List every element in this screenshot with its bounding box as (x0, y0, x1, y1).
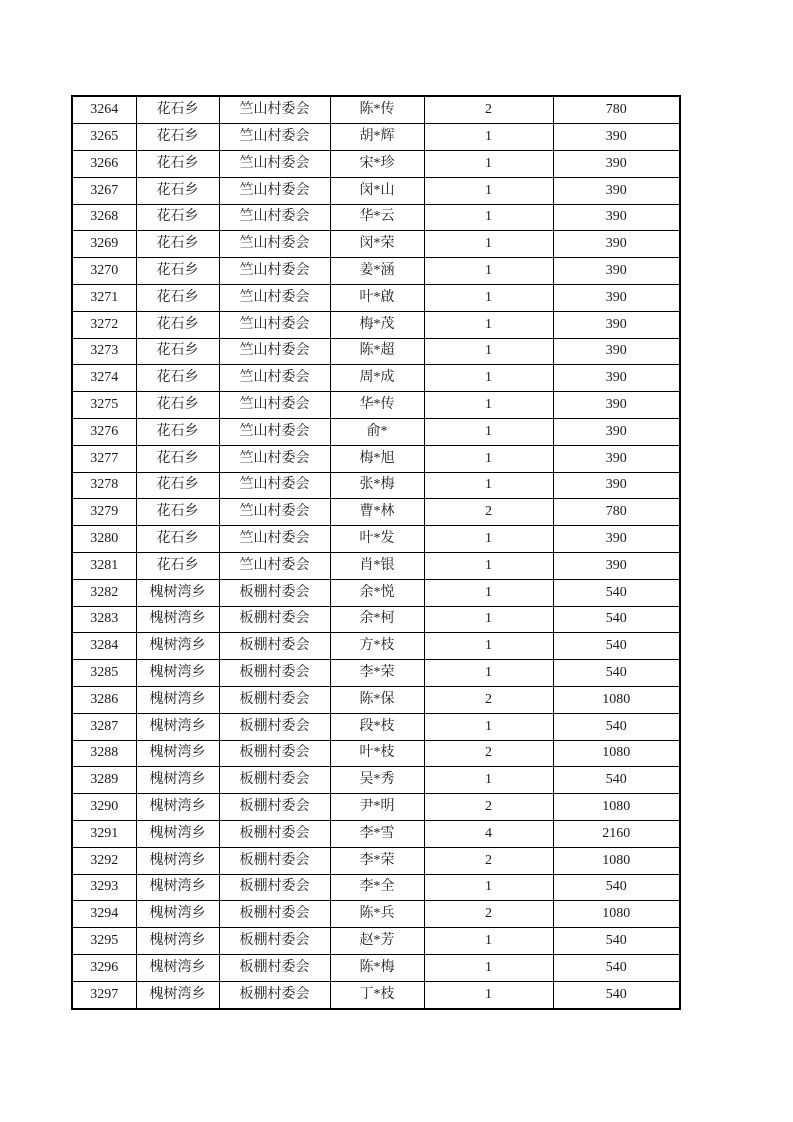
cell-count: 2 (424, 686, 553, 713)
cell-township: 花石乡 (136, 284, 219, 311)
cell-count: 2 (424, 96, 553, 124)
cell-serial-number: 3295 (72, 928, 136, 955)
table-row (72, 606, 680, 633)
cell-amount: 390 (553, 124, 680, 151)
cell-village-committee: 板棚村委会 (219, 820, 330, 847)
table-row (72, 472, 680, 499)
table-row (72, 96, 680, 124)
cell-serial-number: 3270 (72, 258, 136, 285)
cell-village-committee: 竺山村委会 (219, 311, 330, 338)
cell-township: 花石乡 (136, 552, 219, 579)
table-row (72, 660, 680, 687)
cell-township: 槐树湾乡 (136, 579, 219, 606)
cell-village-committee: 竺山村委会 (219, 499, 330, 526)
cell-township: 槐树湾乡 (136, 606, 219, 633)
cell-count: 1 (424, 526, 553, 553)
cell-amount: 540 (553, 981, 680, 1009)
cell-township: 花石乡 (136, 365, 219, 392)
cell-person-name: 肖*银 (330, 552, 424, 579)
cell-village-committee: 竺山村委会 (219, 526, 330, 553)
cell-serial-number: 3284 (72, 633, 136, 660)
cell-person-name: 赵*芳 (330, 928, 424, 955)
cell-count: 1 (424, 284, 553, 311)
cell-person-name: 尹*明 (330, 794, 424, 821)
cell-township: 槐树湾乡 (136, 767, 219, 794)
cell-person-name: 叶*发 (330, 526, 424, 553)
cell-amount: 1080 (553, 686, 680, 713)
table-body (72, 96, 680, 1009)
cell-serial-number: 3291 (72, 820, 136, 847)
cell-village-committee: 竺山村委会 (219, 365, 330, 392)
table-row (72, 258, 680, 285)
cell-person-name: 周*成 (330, 365, 424, 392)
cell-township: 槐树湾乡 (136, 954, 219, 981)
cell-count: 1 (424, 767, 553, 794)
cell-count: 1 (424, 258, 553, 285)
cell-township: 花石乡 (136, 124, 219, 151)
cell-serial-number: 3296 (72, 954, 136, 981)
cell-serial-number: 3292 (72, 847, 136, 874)
cell-count: 2 (424, 740, 553, 767)
table-row (72, 204, 680, 231)
cell-person-name: 方*枝 (330, 633, 424, 660)
table-row (72, 499, 680, 526)
cell-amount: 540 (553, 660, 680, 687)
cell-person-name: 闵*山 (330, 177, 424, 204)
cell-person-name: 姜*涵 (330, 258, 424, 285)
cell-serial-number: 3289 (72, 767, 136, 794)
cell-township: 槐树湾乡 (136, 686, 219, 713)
cell-count: 2 (424, 499, 553, 526)
cell-person-name: 陈*梅 (330, 954, 424, 981)
cell-person-name: 李*雪 (330, 820, 424, 847)
cell-count: 1 (424, 928, 553, 955)
cell-count: 1 (424, 445, 553, 472)
cell-amount: 540 (553, 767, 680, 794)
table-row (72, 767, 680, 794)
table-row (72, 901, 680, 928)
cell-serial-number: 3297 (72, 981, 136, 1009)
cell-count: 1 (424, 311, 553, 338)
cell-serial-number: 3264 (72, 96, 136, 124)
table-row (72, 579, 680, 606)
cell-serial-number: 3269 (72, 231, 136, 258)
cell-amount: 780 (553, 96, 680, 124)
cell-count: 1 (424, 981, 553, 1009)
cell-village-committee: 竺山村委会 (219, 392, 330, 419)
cell-village-committee: 板棚村委会 (219, 660, 330, 687)
cell-count: 1 (424, 418, 553, 445)
table-row (72, 820, 680, 847)
cell-serial-number: 3273 (72, 338, 136, 365)
cell-village-committee: 竺山村委会 (219, 284, 330, 311)
cell-serial-number: 3282 (72, 579, 136, 606)
cell-serial-number: 3272 (72, 311, 136, 338)
cell-amount: 390 (553, 392, 680, 419)
cell-serial-number: 3266 (72, 150, 136, 177)
cell-count: 2 (424, 794, 553, 821)
cell-village-committee: 板棚村委会 (219, 847, 330, 874)
cell-village-committee: 竺山村委会 (219, 552, 330, 579)
cell-amount: 390 (553, 311, 680, 338)
cell-amount: 2160 (553, 820, 680, 847)
table-row (72, 365, 680, 392)
cell-township: 槐树湾乡 (136, 820, 219, 847)
cell-serial-number: 3271 (72, 284, 136, 311)
cell-count: 1 (424, 660, 553, 687)
cell-serial-number: 3274 (72, 365, 136, 392)
cell-count: 1 (424, 552, 553, 579)
cell-township: 花石乡 (136, 204, 219, 231)
cell-amount: 390 (553, 552, 680, 579)
cell-township: 花石乡 (136, 258, 219, 285)
table-row (72, 311, 680, 338)
cell-person-name: 陈*保 (330, 686, 424, 713)
cell-village-committee: 板棚村委会 (219, 686, 330, 713)
cell-village-committee: 板棚村委会 (219, 794, 330, 821)
cell-township: 槐树湾乡 (136, 928, 219, 955)
cell-amount: 390 (553, 258, 680, 285)
table-row (72, 740, 680, 767)
cell-serial-number: 3287 (72, 713, 136, 740)
cell-village-committee: 竺山村委会 (219, 204, 330, 231)
cell-serial-number: 3278 (72, 472, 136, 499)
cell-count: 1 (424, 124, 553, 151)
cell-count: 1 (424, 874, 553, 901)
cell-person-name: 曹*林 (330, 499, 424, 526)
cell-village-committee: 竺山村委会 (219, 96, 330, 124)
table-row (72, 552, 680, 579)
table-row (72, 713, 680, 740)
cell-count: 1 (424, 204, 553, 231)
cell-amount: 390 (553, 445, 680, 472)
table-row (72, 526, 680, 553)
cell-person-name: 华*传 (330, 392, 424, 419)
cell-village-committee: 竺山村委会 (219, 177, 330, 204)
cell-village-committee: 竺山村委会 (219, 472, 330, 499)
cell-serial-number: 3265 (72, 124, 136, 151)
cell-count: 1 (424, 150, 553, 177)
cell-count: 1 (424, 954, 553, 981)
cell-person-name: 宋*珍 (330, 150, 424, 177)
cell-serial-number: 3280 (72, 526, 136, 553)
cell-person-name: 余*悦 (330, 579, 424, 606)
cell-person-name: 李*全 (330, 874, 424, 901)
cell-person-name: 丁*枝 (330, 981, 424, 1009)
cell-amount: 390 (553, 231, 680, 258)
cell-count: 1 (424, 365, 553, 392)
cell-township: 花石乡 (136, 311, 219, 338)
table-row (72, 794, 680, 821)
cell-serial-number: 3293 (72, 874, 136, 901)
cell-count: 1 (424, 392, 553, 419)
cell-township: 花石乡 (136, 150, 219, 177)
cell-serial-number: 3267 (72, 177, 136, 204)
cell-village-committee: 板棚村委会 (219, 633, 330, 660)
cell-serial-number: 3268 (72, 204, 136, 231)
cell-serial-number: 3288 (72, 740, 136, 767)
cell-amount: 540 (553, 633, 680, 660)
cell-count: 1 (424, 177, 553, 204)
cell-village-committee: 板棚村委会 (219, 713, 330, 740)
cell-township: 槐树湾乡 (136, 740, 219, 767)
cell-count: 1 (424, 713, 553, 740)
table-row (72, 847, 680, 874)
cell-township: 槐树湾乡 (136, 901, 219, 928)
cell-serial-number: 3275 (72, 392, 136, 419)
cell-person-name: 叶*啟 (330, 284, 424, 311)
cell-person-name: 陈*兵 (330, 901, 424, 928)
cell-township: 花石乡 (136, 445, 219, 472)
cell-amount: 780 (553, 499, 680, 526)
cell-amount: 390 (553, 365, 680, 392)
cell-person-name: 余*柯 (330, 606, 424, 633)
cell-township: 花石乡 (136, 392, 219, 419)
cell-count: 4 (424, 820, 553, 847)
cell-village-committee: 竺山村委会 (219, 150, 330, 177)
cell-person-name: 李*荣 (330, 847, 424, 874)
cell-person-name: 陈*超 (330, 338, 424, 365)
cell-village-committee: 竺山村委会 (219, 124, 330, 151)
cell-township: 花石乡 (136, 499, 219, 526)
cell-serial-number: 3286 (72, 686, 136, 713)
table-row (72, 338, 680, 365)
cell-amount: 540 (553, 579, 680, 606)
cell-village-committee: 板棚村委会 (219, 981, 330, 1009)
cell-count: 1 (424, 231, 553, 258)
cell-amount: 540 (553, 954, 680, 981)
cell-amount: 1080 (553, 901, 680, 928)
table-row (72, 284, 680, 311)
table-row (72, 418, 680, 445)
table-row (72, 150, 680, 177)
cell-amount: 540 (553, 874, 680, 901)
cell-serial-number: 3290 (72, 794, 136, 821)
cell-person-name: 闵*荣 (330, 231, 424, 258)
cell-township: 花石乡 (136, 231, 219, 258)
cell-amount: 390 (553, 284, 680, 311)
table-row (72, 633, 680, 660)
cell-serial-number: 3281 (72, 552, 136, 579)
table-row (72, 231, 680, 258)
cell-amount: 1080 (553, 740, 680, 767)
cell-serial-number: 3277 (72, 445, 136, 472)
cell-township: 槐树湾乡 (136, 794, 219, 821)
cell-person-name: 华*云 (330, 204, 424, 231)
cell-village-committee: 板棚村委会 (219, 579, 330, 606)
cell-village-committee: 板棚村委会 (219, 874, 330, 901)
cell-amount: 1080 (553, 847, 680, 874)
table-row (72, 124, 680, 151)
cell-village-committee: 竺山村委会 (219, 258, 330, 285)
table-row (72, 874, 680, 901)
cell-amount: 390 (553, 526, 680, 553)
cell-amount: 390 (553, 177, 680, 204)
table-row (72, 981, 680, 1009)
cell-serial-number: 3279 (72, 499, 136, 526)
cell-amount: 1080 (553, 794, 680, 821)
cell-person-name: 吴*秀 (330, 767, 424, 794)
cell-village-committee: 板棚村委会 (219, 928, 330, 955)
table-row (72, 177, 680, 204)
cell-village-committee: 板棚村委会 (219, 901, 330, 928)
cell-serial-number: 3294 (72, 901, 136, 928)
table-row (72, 445, 680, 472)
cell-person-name: 叶*枝 (330, 740, 424, 767)
cell-township: 槐树湾乡 (136, 874, 219, 901)
cell-township: 槐树湾乡 (136, 660, 219, 687)
cell-township: 花石乡 (136, 526, 219, 553)
table-row (72, 686, 680, 713)
cell-township: 花石乡 (136, 177, 219, 204)
cell-person-name: 张*梅 (330, 472, 424, 499)
cell-township: 花石乡 (136, 472, 219, 499)
table-row (72, 928, 680, 955)
cell-count: 2 (424, 901, 553, 928)
cell-amount: 390 (553, 338, 680, 365)
cell-township: 花石乡 (136, 338, 219, 365)
cell-amount: 390 (553, 472, 680, 499)
cell-village-committee: 竺山村委会 (219, 338, 330, 365)
beneficiary-table (71, 95, 681, 1010)
cell-village-committee: 竺山村委会 (219, 418, 330, 445)
cell-person-name: 梅*茂 (330, 311, 424, 338)
cell-serial-number: 3285 (72, 660, 136, 687)
cell-village-committee: 板棚村委会 (219, 954, 330, 981)
cell-person-name: 陈*传 (330, 96, 424, 124)
cell-count: 1 (424, 606, 553, 633)
cell-township: 花石乡 (136, 418, 219, 445)
cell-amount: 540 (553, 928, 680, 955)
cell-amount: 390 (553, 150, 680, 177)
cell-village-committee: 板棚村委会 (219, 767, 330, 794)
cell-amount: 390 (553, 204, 680, 231)
cell-count: 2 (424, 847, 553, 874)
cell-township: 槐树湾乡 (136, 981, 219, 1009)
cell-amount: 390 (553, 418, 680, 445)
cell-count: 1 (424, 579, 553, 606)
cell-count: 1 (424, 633, 553, 660)
cell-person-name: 段*枝 (330, 713, 424, 740)
cell-serial-number: 3283 (72, 606, 136, 633)
cell-person-name: 李*荣 (330, 660, 424, 687)
cell-village-committee: 竺山村委会 (219, 231, 330, 258)
cell-village-committee: 板棚村委会 (219, 606, 330, 633)
cell-person-name: 胡*辉 (330, 124, 424, 151)
cell-count: 1 (424, 472, 553, 499)
table-row (72, 954, 680, 981)
cell-person-name: 梅*旭 (330, 445, 424, 472)
table-row (72, 392, 680, 419)
cell-village-committee: 板棚村委会 (219, 740, 330, 767)
cell-amount: 540 (553, 606, 680, 633)
cell-person-name: 俞* (330, 418, 424, 445)
cell-serial-number: 3276 (72, 418, 136, 445)
cell-township: 槐树湾乡 (136, 847, 219, 874)
cell-village-committee: 竺山村委会 (219, 445, 330, 472)
cell-township: 花石乡 (136, 96, 219, 124)
cell-township: 槐树湾乡 (136, 633, 219, 660)
cell-township: 槐树湾乡 (136, 713, 219, 740)
cell-count: 1 (424, 338, 553, 365)
cell-amount: 540 (553, 713, 680, 740)
